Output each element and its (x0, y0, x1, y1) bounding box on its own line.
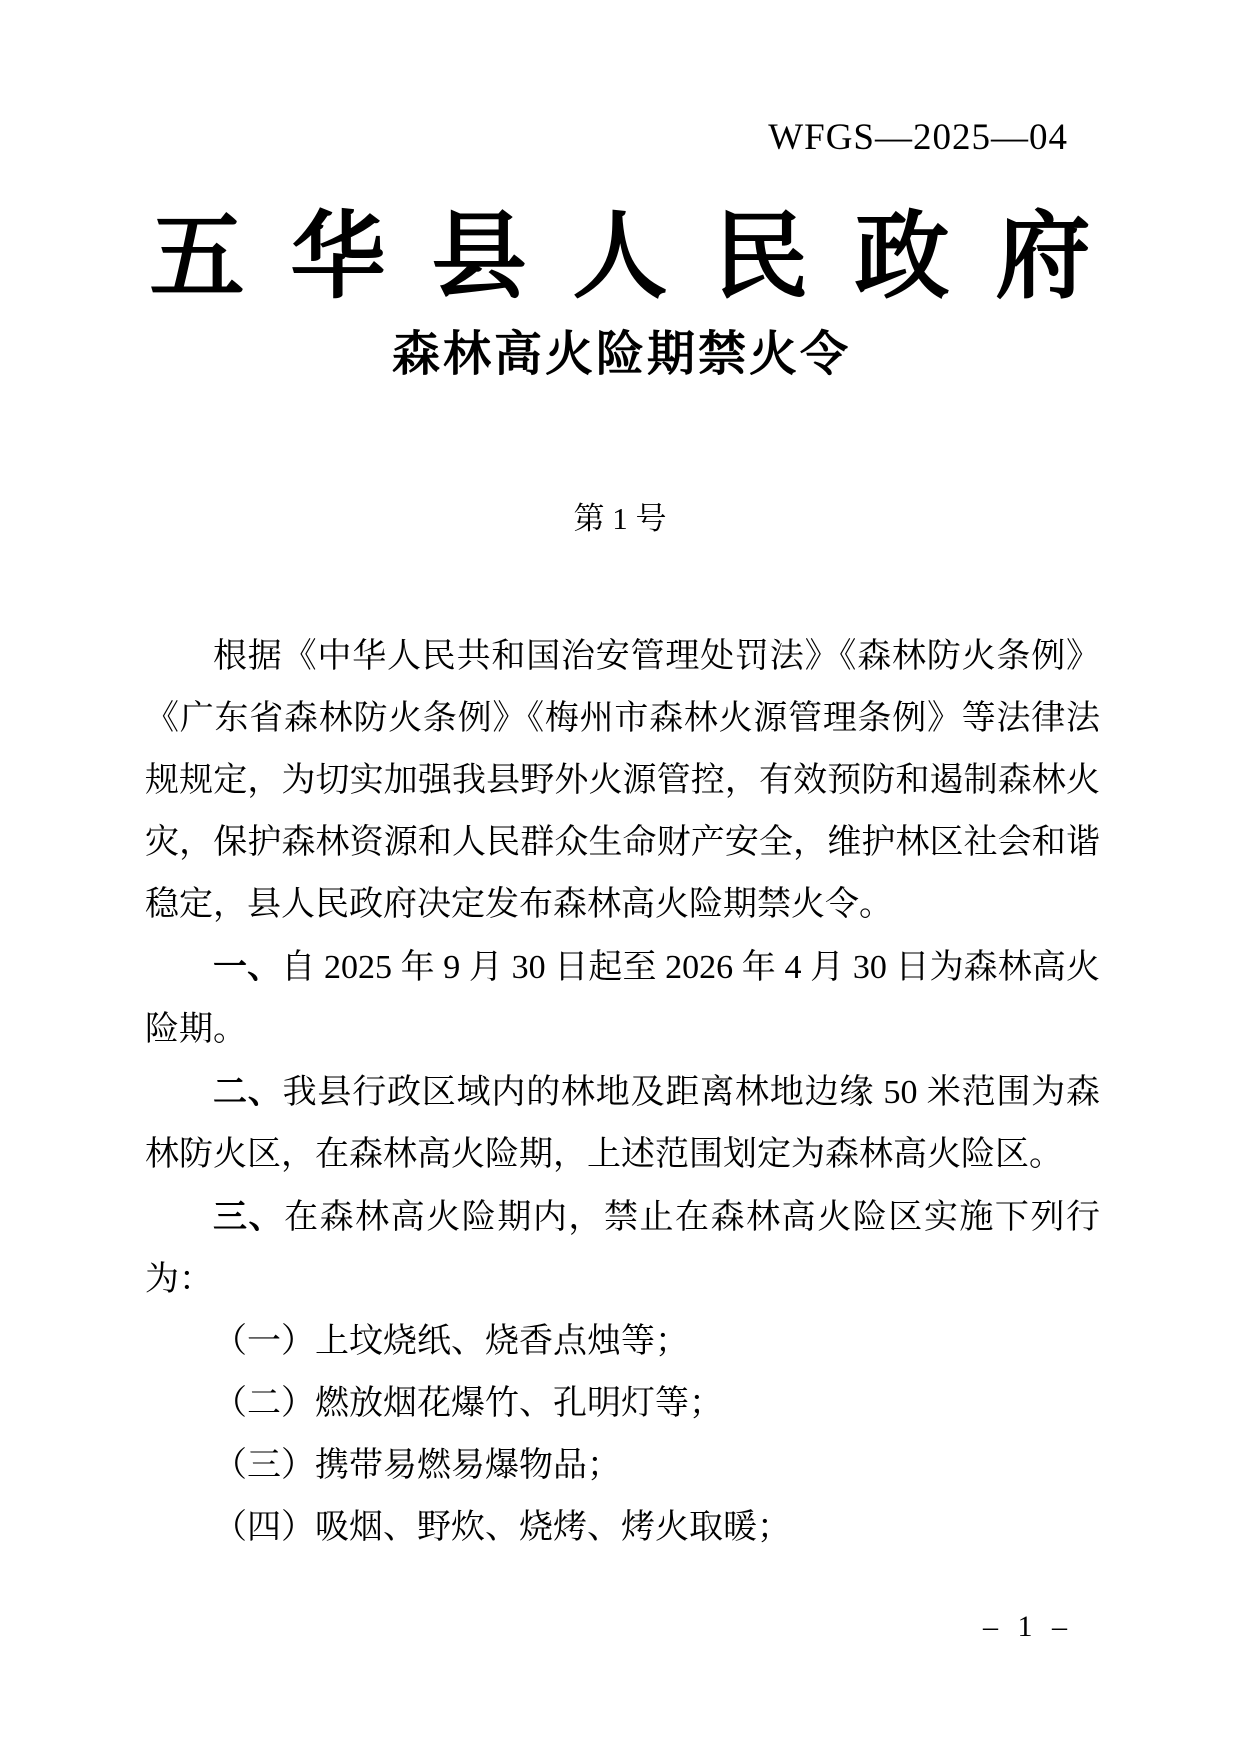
list-item-4 (145, 1497, 1100, 1559)
list-item-2 (145, 1373, 1100, 1435)
paragraph-article-1 (145, 936, 1100, 1061)
list-item-1-text: （一）上坟烧纸、烧香点烛等； (213, 1323, 689, 1361)
page-number: – 1 – (983, 1610, 1073, 1643)
document-reference-number: WFGS—2025—04 (768, 117, 1068, 158)
paragraph-article-2-lead: 二、 (213, 1073, 283, 1112)
paragraph-article-3-lead: 三、 (213, 1198, 285, 1237)
list-item-3-text: （三）携带易燃易爆物品； (213, 1447, 621, 1485)
paragraph-article-1-lead: 一、 (213, 948, 282, 987)
paragraph-article-3 (145, 1186, 1100, 1311)
paragraph-article-1-text: 自 2025 年 9 月 30 日起至 2026 年 4 月 30 日为森林高火险期。 (145, 949, 1101, 1049)
list-item-1 (145, 1311, 1100, 1373)
list-item-4-text: （四）吸烟、野炊、烧烤、烤火取暖； (213, 1509, 791, 1547)
list-item-2-text: （二）燃放烟花爆竹、孔明灯等； (213, 1385, 723, 1423)
paragraph-article-3-text: 在森林高火险期内，禁止在森林高火险区实施下列行为： (145, 1199, 1101, 1299)
paragraph-intro-text: 根据《中华人民共和国治安管理处罚法》《森林防火条例》《广东省森林防火条例》《梅州市森林火源管理条例》等法律法规规定，为切实加强我县野外火源管控，有效预防和遏制森林火灾，保护森林资源和人民群众生命财产安全，维护林区社会和谐稳定，县人民政府决定发布森林高火险期禁火令。 (145, 638, 1100, 924)
paragraph-article-2-text: 我县行政区域内的林地及距离林地边缘 50 米范围为森林防火区，在森林高火险期，上述范围划定为森林高火险区。 (145, 1074, 1101, 1174)
document-subtitle: 森林高火险期禁火令 (391, 328, 851, 382)
paragraph-article-2 (145, 1061, 1100, 1186)
list-item-3 (145, 1435, 1100, 1497)
order-number: 第 1 号 (573, 500, 667, 536)
document-title: 五华县人民政府 (149, 204, 1137, 310)
document-body (0, 625, 1240, 1559)
paragraph-intro (145, 625, 1100, 936)
